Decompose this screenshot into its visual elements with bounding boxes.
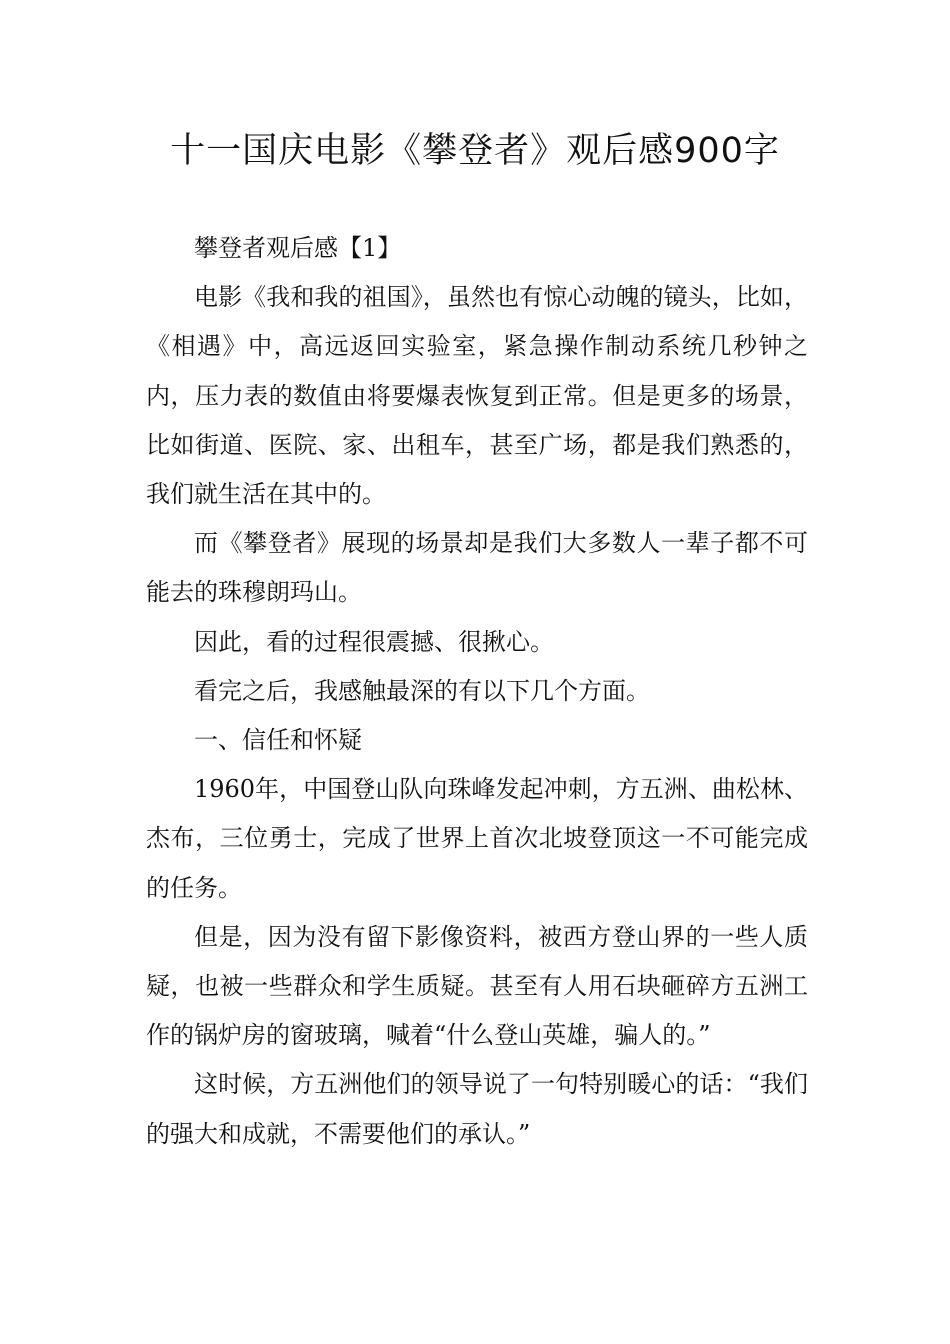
paragraph: 而《攀登者》展现的场景却是我们大多数人一辈子都不可能去的珠穆朗玛山。: [146, 529, 808, 607]
paragraph: 但是，因为没有留下影像资料，被西方登山界的一些人质疑，也被一些群众和学生质疑。甚至有人用石块砸碎方五洲工作的锅炉房的窗玻璃，喊着“什么登山英雄，骗人的。”: [146, 922, 808, 1050]
document-body: [146, 224, 808, 1159]
paragraph: 看完之后，我感触最深的有以下几个方面。: [194, 676, 650, 705]
paragraph: 电影《我和我的祖国》，虽然也有惊心动魄的镜头，比如，《相遇》中，高远返回实验室，紧急操作制动系统几秒钟之内，压力表的数值由将要爆表恢复到正常。但是更多的场景，比如街道、医院、家、出租车，甚至广场，都是我们熟悉的，我们就生活在其中的。: [146, 283, 808, 509]
paragraph-subtitle: 攀登者观后感【1】: [194, 234, 402, 262]
paragraph: 1960年，中国登山队向珠峰发起冲刺，方五洲、曲松林、杰布，三位勇士，完成了世界上首次北坡登顶这一不可能完成的任务。: [146, 775, 808, 902]
paragraph: 因此，看的过程很震撼、很揪心。: [194, 627, 554, 656]
document-title: 十一国庆电影《攀登者》观后感900字: [170, 131, 780, 171]
section-heading: 一、信任和怀疑: [194, 726, 362, 755]
paragraph: 这时候，方五洲他们的领导说了一句特别暖心的话：“我们的强大和成就，不需要他们的承认。”: [146, 1070, 808, 1148]
